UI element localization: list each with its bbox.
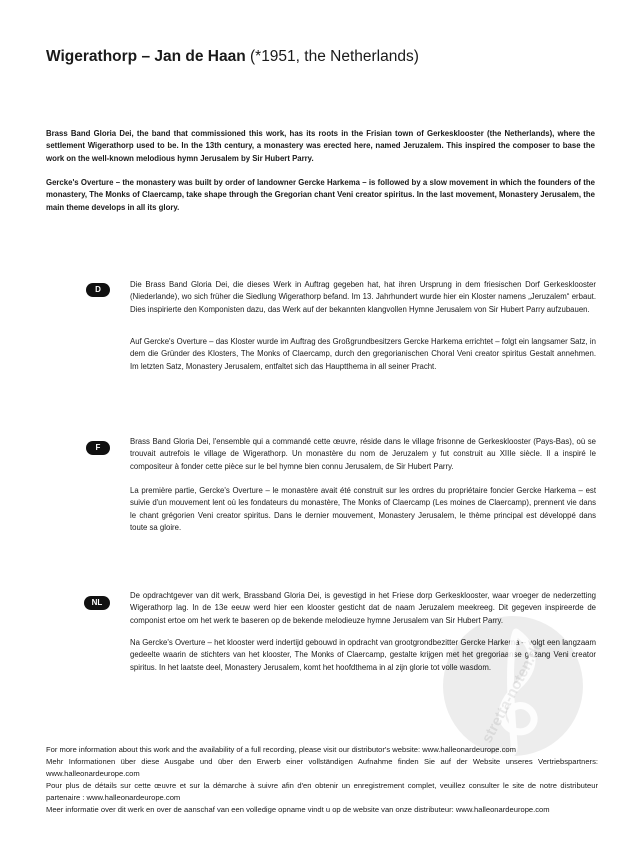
footer-info-de <box>46 756 598 779</box>
footer-en-link[interactable]: www.halleonardeurope.com <box>422 745 516 754</box>
footer-nl-text: Meer informatie over dit werk en over de aanschaf van een volledige opname vindt u op de website van onze distributeur: <box>46 805 456 814</box>
footer-de-link[interactable]: www.halleonardeurope.com <box>46 768 140 778</box>
english-paragraph-1: Brass Band Gloria Dei, the band that commissioned this work, has its roots in the Frisian town of Gerkesklooster (the Netherlands), where the settlement Wigerathorp used to be. In the 13th century, a monastery was erected here, named Jeruzalem. This inspired the composer to base the work on the well-known melodious hymn Jerusalem by Sir Hubert Parry. <box>46 129 595 163</box>
footer-fr-link[interactable]: www.halleonardeurope.com <box>86 792 181 802</box>
watermark-text: stretta-noten.de <box>478 637 547 746</box>
footer-info-nl <box>46 804 598 816</box>
footer-info-fr <box>46 780 598 803</box>
language-badge-fr: F <box>86 441 110 455</box>
german-paragraph-2: Auf Gercke's Overture – das Kloster wurde im Auftrag des Großgrundbesitzers Gercke Harkema errichtet – folgt ein langsamer Satz, in dem die Gründer des Klosters, The Monks of Claercamp, durch den gregorianischen Choral Veni creator spiritus Gestalt annehmen. Im letzten Satz, Monastery Jerusalem, entfaltet sich das Hauptthema in all seiner Pracht. <box>130 337 596 371</box>
footer-fr-text: Pour plus de détails sur cette œuvre et sur la démarche à suivre afin d'en obtenir un enregistrement complet, veuillez consulter le site de notre distributeur partenaire : <box>46 781 598 802</box>
language-badge-nl: NL <box>84 596 110 610</box>
title-subtitle: (*1951, the Netherlands) <box>245 48 419 65</box>
footer-info-en <box>46 744 598 756</box>
french-paragraph-1: Brass Band Gloria Dei, l'ensemble qui a commandé cette œuvre, réside dans le village frisonne de Gerkesklooster (Pays-Bas), où se trouvait autrefois le village de Wigerathorp. Un monastère du nom de Jeruzalem y fut construit au XIIIe siècle. Il a inspiré le compositeur à fonder cette pièce sur le bel hymne bien connu Jerusalem, de Sir Hubert Parry. <box>130 437 596 471</box>
language-badge-de: D <box>86 283 110 297</box>
german-paragraph-1: Die Brass Band Gloria Dei, die dieses Werk in Auftrag gegeben hat, hat ihren Ursprung in dem friesischen Dorf Gerkesklooster (Niederlande), wo sich früher die Siedlung Wigerathorp befand. Im 13. Jahrhundert wurde hier ein Kloster namens „Jeruzalem“ erbaut. Dies inspirierte den Komponisten dazu, das Werk auf der bekannten klangvollen Hymne Jerusalem von Sir Hubert Parry aufzubauen. <box>130 280 596 314</box>
footer-de-text: Mehr Informationen über diese Ausgabe und über den Erwerb einer vollständigen Aufnahme finden Sie auf der Website unseres Vertriebspartners: <box>46 757 598 766</box>
dutch-paragraph-2: Na Gercke's Overture – het klooster werd indertijd gebouwd in opdracht van grootgrondbezitter Gercke Harkema – volgt een langzaam gedeelte waarin de stichters van het klooster, The Monks of Claercamp, gestalte krijgen met het gregoriaanse gezang Veni creator spiritus. In het laatste deel, Monastery Jerusalem, komt het hoofdthema in al zijn glorie tot volle wasdom. <box>130 638 596 672</box>
english-paragraph-2: Gercke's Overture – the monastery was built by order of landowner Gercke Harkema – is followed by a slow movement in which the founders of the monastery, The Monks of Claercamp, take shape through the Gregorian chant Veni creator spiritus. In the last movement, Monastery Jerusalem, the main theme develops in all its glory. <box>46 178 595 212</box>
page-title <box>46 48 606 66</box>
dutch-paragraph-1: De opdrachtgever van dit werk, Brassband Gloria Dei, is gevestigd in het Friese dorp Gerkesklooster, waar vroeger de nederzetting Wigerathorp lag. In de 13e eeuw werd hier een klooster gesticht dat de naam Jeruzalem meekreeg. Dit gegeven inspireerde de componist ertoe om het werk te baseren op de bekende melodieuze hymne Jerusalem van Sir Hubert Parry. <box>130 591 596 625</box>
title-main: Wigerathorp – Jan de Haan <box>46 48 246 65</box>
french-paragraph-2: La première partie, Gercke's Overture – le monastère avait été construit sur les ordres du propriétaire foncier Gercke Harkema – est suivie d'un mouvement lent où les fondateurs du monastère, The Monks of Claercamp (Les moines de Claercamp), prennent vie dans le chant grégorien Veni creator spiritus. Dans le dernier mouvement, Monastery Jerusalem, le thème principal est développé dans toute sa gloire. <box>130 486 596 533</box>
footer-en-text: For more information about this work and the availability of a full recording, please visit our distributor's website: <box>46 745 423 754</box>
footer-nl-link[interactable]: www.halleonardeurope.com <box>455 805 550 814</box>
